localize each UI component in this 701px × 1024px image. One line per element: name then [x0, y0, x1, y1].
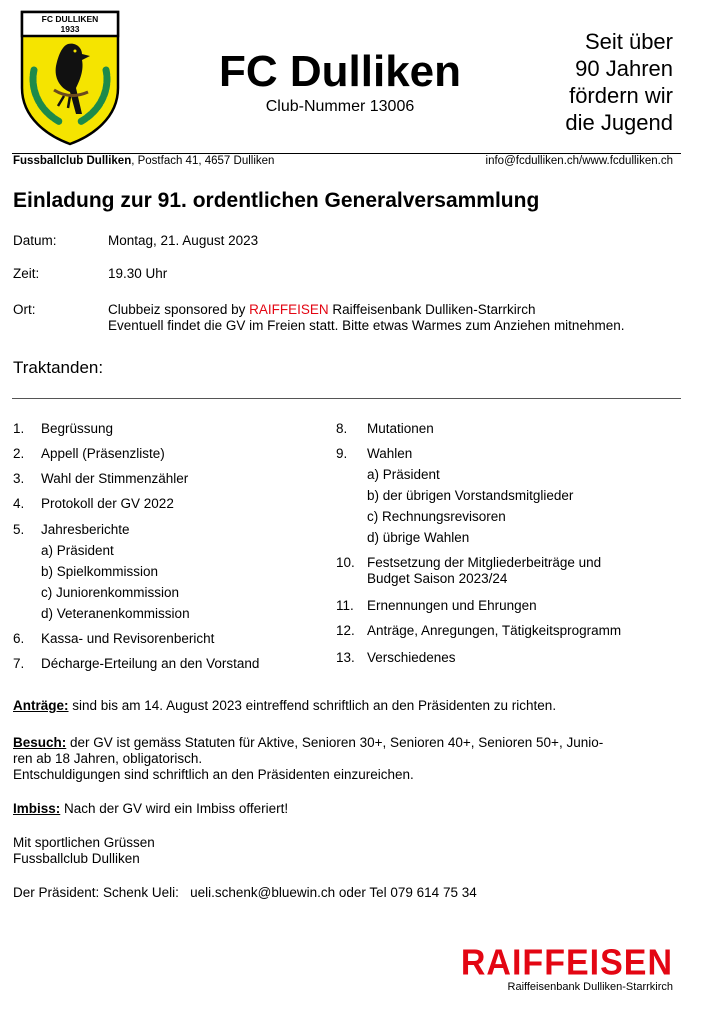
besuch-text-line3: Entschuldigungen sind schriftlich an den Präsidenten einzureichen. — [13, 767, 414, 782]
item-text: Anträge, Anregungen, Tätigkeitsprogramm — [367, 623, 622, 638]
datum-label: Datum: — [13, 233, 57, 248]
zeit-value: 19.30 Uhr — [108, 266, 168, 281]
besuch-label: Besuch: — [13, 735, 67, 750]
slogan-line: 90 Jahren — [575, 56, 673, 81]
list-item — [336, 555, 681, 587]
antraege-label: Anträge: — [13, 698, 69, 713]
list-item — [13, 656, 313, 672]
item-text: Wahl der Stimmenzähler — [41, 471, 189, 486]
traktanden-divider — [12, 398, 681, 399]
raiffeisen-subtitle: Raiffeisenbank Dulliken-Starrkirch — [507, 981, 673, 993]
traktanden-heading: Traktanden: — [13, 358, 104, 377]
sub-item: d) Veteranenkommission — [41, 606, 190, 621]
list-item — [336, 598, 681, 614]
antraege-paragraph — [13, 698, 683, 714]
item-text: Wahlen — [367, 446, 413, 461]
item-number: 2. — [13, 446, 25, 461]
item-number: 1. — [13, 421, 25, 436]
list-item — [13, 446, 313, 462]
item-text: Ernennungen und Ehrungen — [367, 598, 537, 613]
list-item — [336, 623, 681, 639]
datum-value: Montag, 21. August 2023 — [108, 233, 259, 248]
slogan-line: Seit über — [584, 29, 673, 54]
sub-item: d) übrige Wahlen — [367, 530, 470, 545]
item-text: Décharge-Erteilung an den Vorstand — [41, 656, 260, 671]
antraege-text: sind bis am 14. August 2023 eintreffend schriftlich an den Präsidenten zu richten. — [68, 698, 557, 713]
club-crest — [20, 10, 120, 146]
item-text: Kassa- und Revisorenbericht — [41, 631, 215, 646]
contact-line: info@fcdulliken.ch/www.fcdulliken.ch — [485, 155, 673, 167]
slogan-line: die Jugend — [565, 110, 673, 135]
list-item — [13, 496, 313, 512]
crest-text-name: FC DULLIKEN — [41, 14, 99, 24]
item-text: Festsetzung der Mitgliederbeiträge und — [367, 555, 602, 570]
imbiss-text: Nach der GV wird ein Imbiss offeriert! — [60, 801, 289, 816]
club-number: Club-Nummer 13006 — [265, 98, 415, 115]
crest-text-year: 1933 — [60, 24, 80, 34]
item-text: Appell (Präsenzliste) — [41, 446, 165, 461]
address-club-name: Fussballclub Dulliken — [13, 155, 132, 167]
besuch-paragraph — [13, 735, 683, 783]
list-item — [13, 421, 313, 437]
president-line: Der Präsident: Schenk Ueli: ueli.schenk@bluewin.ch oder Tel 079 614 75 34 — [13, 885, 477, 900]
item-number: 12. — [336, 623, 355, 638]
item-number: 8. — [336, 421, 348, 436]
item-text: Protokoll der GV 2022 — [41, 496, 174, 511]
imbiss-paragraph — [13, 801, 683, 817]
item-number: 13. — [336, 650, 355, 665]
slogan-line: fördern wir — [569, 83, 673, 108]
header-divider — [12, 153, 681, 154]
raiffeisen-wordmark: RAIFFEISEN — [460, 943, 673, 983]
item-text: Jahresberichte — [41, 522, 130, 537]
item-number: 6. — [13, 631, 25, 646]
item-number: 5. — [13, 522, 25, 537]
sub-item: b) Spielkommission — [41, 564, 159, 579]
besuch-text: der GV ist gemäss Statuten für Aktive, Senioren 30+, Senioren 40+, Senioren 50+, Junio- — [66, 735, 604, 750]
closing-line: Fussballclub Dulliken — [13, 851, 140, 866]
list-item — [13, 522, 313, 538]
list-item — [13, 631, 313, 647]
list-item — [336, 446, 681, 462]
closing — [13, 835, 683, 867]
ort-prefix: Clubbeiz sponsored by — [108, 302, 250, 317]
item-number: 10. — [336, 555, 355, 570]
sub-item: c) Juniorenkommission — [41, 585, 180, 600]
item-text: Begrüssung — [41, 421, 114, 436]
ort-suffix: Raiffeisenbank Dulliken-Starrkirch — [328, 302, 536, 317]
item-number: 7. — [13, 656, 25, 671]
document-title: Einladung zur 91. ordentlichen Generalversammlung — [13, 189, 540, 212]
closing-line: Mit sportlichen Grüssen — [13, 835, 155, 850]
address-details: , Postfach 41, 4657 Dulliken — [131, 155, 275, 167]
item-number: 3. — [13, 471, 25, 486]
item-number: 11. — [336, 598, 354, 613]
ort-note: Eventuell findet die GV im Freien statt. Bitte etwas Warmes zum Anziehen mitnehmen. — [108, 318, 625, 333]
ort-label: Ort: — [13, 302, 36, 317]
item-text-continued: Budget Saison 2023/24 — [367, 571, 508, 586]
club-name: FC Dulliken — [218, 47, 462, 96]
list-item — [336, 421, 681, 437]
address-line — [13, 155, 274, 167]
item-number: 4. — [13, 496, 25, 511]
ort-brand: RAIFFEISEN — [249, 302, 329, 317]
list-item — [336, 650, 681, 666]
ort-value — [108, 302, 624, 334]
sub-item: c) Rechnungsrevisoren — [367, 509, 506, 524]
item-text: Verschiedenes — [367, 650, 456, 665]
slogan — [565, 28, 673, 136]
item-text: Mutationen — [367, 421, 434, 436]
imbiss-label: Imbiss: — [13, 801, 61, 816]
sub-item: a) Präsident — [367, 467, 440, 482]
item-number: 9. — [336, 446, 348, 461]
list-item — [13, 471, 313, 487]
sub-item: a) Präsident — [41, 543, 114, 558]
sub-item: b) der übrigen Vorstandsmitglieder — [367, 488, 574, 503]
zeit-label: Zeit: — [13, 266, 40, 281]
besuch-text-line2: ren ab 18 Jahren, obligatorisch. — [13, 751, 203, 766]
raiffeisen-logo — [453, 945, 673, 993]
